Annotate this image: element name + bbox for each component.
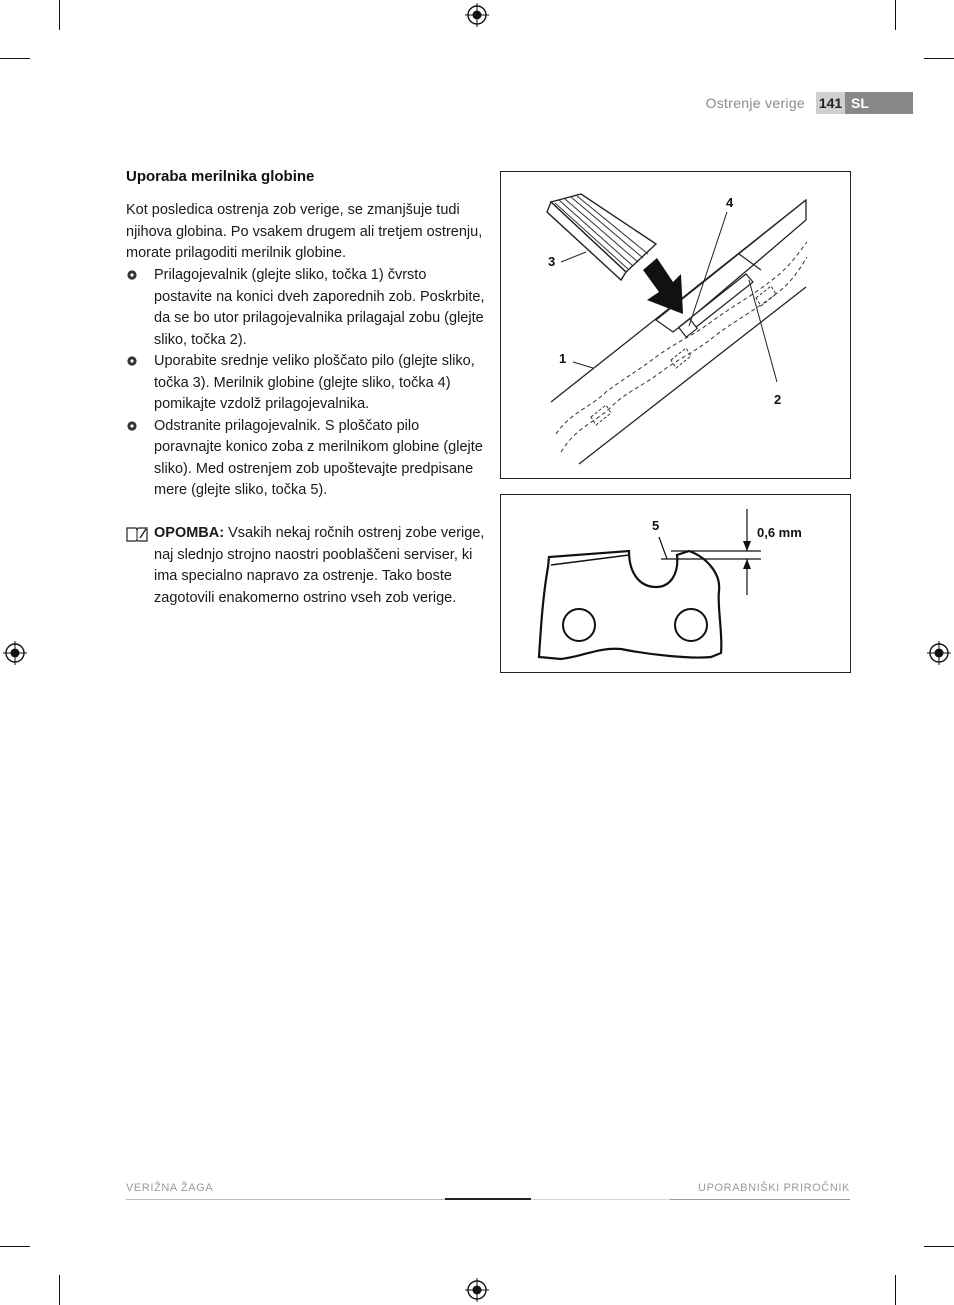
bullet-icon: [126, 355, 138, 367]
figure-label-1: 1: [559, 351, 567, 366]
note-block: [126, 523, 486, 609]
crop-mark: [924, 58, 954, 59]
measurement-label: 0,6 mm: [757, 525, 802, 540]
tooth-illustration: [501, 495, 852, 674]
registration-mark-icon: [927, 641, 951, 665]
list-item-text: Odstranite prilagojevalnik. S ploščato pilo poravnajte konico zoba z merilnikom globine (glejte sliko). Med ostrenjem zob upoštevajte predpisane mere (glejte sliko, točka 5).: [154, 417, 483, 498]
crop-mark: [59, 1275, 60, 1305]
list-item: [126, 351, 486, 416]
footer-rule: [531, 1199, 670, 1200]
section-title: Ostrenje verige: [705, 95, 805, 111]
figure-label-5: 5: [652, 518, 660, 533]
list-item-text: Uporabite srednje veliko ploščato pilo (glejte sliko, točka 3). Merilnik globine (glejte sliko, točka 4) pomikajte vzdolž prilagojevalnika.: [154, 353, 475, 412]
bullet-icon: [126, 420, 138, 432]
note-text: Vsakih nekaj ročnih ostrenj zobe verige, naj slednjo strojno naostri pooblaščeni serviser, ki ima specialno napravo za ostrenje. Tako boste zagotovili enakomerno ostrino vseh zob verige.: [154, 525, 485, 606]
footer-rule: [670, 1199, 850, 1200]
crop-mark: [59, 0, 60, 30]
registration-mark-icon: [465, 3, 489, 27]
footer-rule: [126, 1199, 445, 1200]
tooth-depth-figure: [500, 494, 851, 673]
page-number: 141: [816, 92, 845, 114]
footer-right: UPORABNIŠKI PRIROČNIK: [698, 1182, 850, 1194]
instruction-list: [126, 265, 486, 502]
footer-left: VERIŽNA ŽAGA: [126, 1182, 214, 1194]
chain-tool-illustration: [501, 172, 852, 480]
list-item: [126, 416, 486, 502]
bullet-icon: [126, 269, 138, 281]
crop-mark: [924, 1246, 954, 1247]
language-badge: SL: [845, 92, 913, 114]
figure-label-3: 3: [548, 254, 556, 269]
intro-paragraph: Kot posledica ostrenja zob verige, se zmanjšuje tudi njihova globina. Po vsakem drugem ali tretjem ostrenju, morate prilagoditi merilnik globine.: [126, 202, 483, 261]
footer-rule: [445, 1198, 531, 1200]
crop-mark: [0, 1246, 30, 1247]
list-item: [126, 265, 486, 351]
figure-label-4: 4: [726, 195, 734, 210]
notebook-icon: [126, 526, 148, 542]
list-item-text: Prilagojevalnik (glejte sliko, točka 1) čvrsto postavite na konici dveh zaporednih zob. Poskrbite, da se bo utor prilagojevalnika prilagajal zobu (glejte sliko, točka 2).: [154, 267, 485, 348]
note-label: OPOMBA:: [154, 525, 225, 541]
registration-mark-icon: [465, 1278, 489, 1302]
figure-label-2: 2: [774, 392, 782, 407]
registration-mark-icon: [3, 641, 27, 665]
crop-mark: [0, 58, 30, 59]
subsection-heading: Uporaba merilnika globine: [126, 168, 315, 185]
crop-mark: [895, 1275, 896, 1305]
depth-gauge-figure: [500, 171, 851, 479]
crop-mark: [895, 0, 896, 30]
